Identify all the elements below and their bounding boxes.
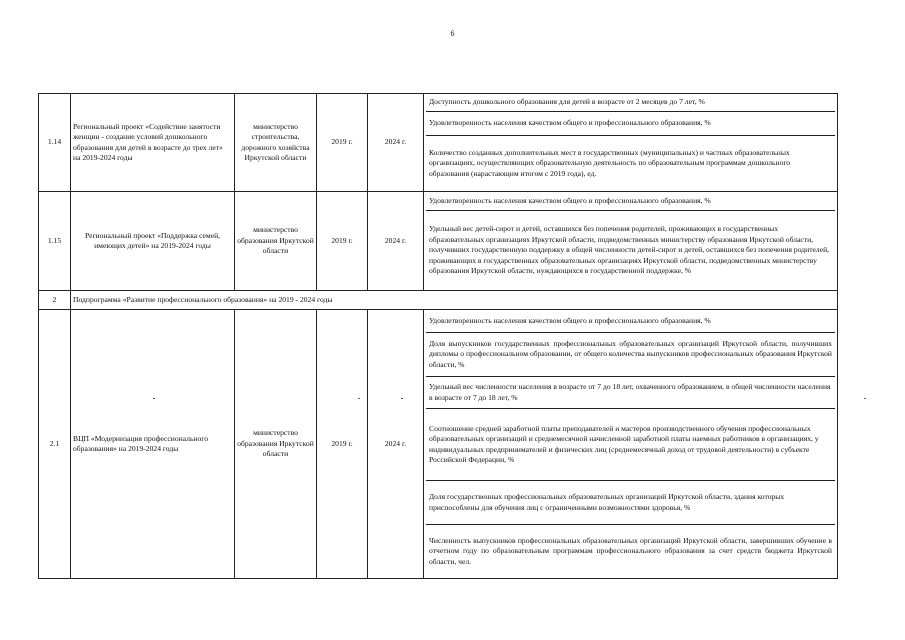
scan-speck (153, 398, 155, 399)
responsible-executor: министерство строительства, дорожного хозяйства Иркутской области (235, 94, 317, 192)
page-number: 6 (450, 29, 455, 38)
subprogram-title: Подпрограмма «Развитие профессионального образования» на 2019 - 2024 годы (71, 291, 838, 310)
start-year: 2019 г. (317, 192, 368, 291)
end-year: 2024 г. (368, 310, 424, 579)
indicator-item: Доступность дошкольного образования для детей в возрасте от 2 месяцев до 7 лет, % (429, 97, 705, 107)
indicator-item: Доля выпускников государственных профессиональных образовательных организаций Иркутской области, получивших дипломы о профессиональном образовании, от общего количества выпускников профессиональных образования Иркутской области, % (426, 332, 835, 376)
indicator-item: Доля государственных профессиональных образовательных организаций Иркутской области, здания которых приспособлены для обучения лиц с ограниченными возможностями здоровья, % (426, 480, 835, 524)
end-year: 2024 г. (368, 94, 424, 192)
scan-speck (864, 398, 866, 399)
program-table (38, 93, 838, 579)
responsible-executor: министерство образования Иркутской области (235, 192, 317, 291)
indicator-item: Удельный вес детей-сирот и детей, оставшихся без попечения родителей, проживающих в государственных образовательных организациях Иркутской области, подведомственных министерству образования Иркутской области, получивших государственную поддержку в общей численности детей-сирот и детей, оставшихся без попечения родителей, проживающих в государственных образовательных организациях Иркутской области, подведомственных министерству образования Иркутской области, нуждающихся в государственной поддержке, % (426, 210, 835, 290)
row-number: 1.15 (39, 192, 71, 291)
table-row (39, 192, 838, 291)
table-row (39, 94, 838, 192)
scan-speck (358, 398, 360, 399)
measure-name: Региональный проект «Содействие занятости женщин - создание условий дошкольного образования для детей в возрасте до трех лет» на 2019-2024 годы (71, 94, 235, 192)
start-year: 2019 г. (317, 310, 368, 579)
indicators-cell (424, 192, 838, 291)
row-number: 2.1 (39, 310, 71, 579)
measure-name: Региональный проект «Поддержка семей, имеющих детей» на 2019-2024 годы (71, 192, 235, 291)
measure-name: ВЦП «Модернизация профессионального образования» на 2019-2024 годы (71, 310, 235, 579)
indicators-cell (424, 310, 838, 579)
row-number: 1.14 (39, 94, 71, 192)
scan-speck (401, 398, 403, 399)
indicator-item: Количество созданных дополнительных мест в государственных (муниципальных) и частных образовательных организациях, осуществляющих образовательную деятельность по образовательным программам дошкольного образования (нарастающим итогом с 2019 года), ед. (426, 135, 835, 191)
indicator-item: Соотношение средней заработной платы преподавателей и мастеров производственного обучения профессиональных образовательных организаций и среднемесячной начисленной заработной платы наемных работников в организациях, у индивидуальных предпринимателей и физических лиц (среднемесячный доход от трудовой деятельности) в субъекте Российской Федерации, % (426, 408, 835, 480)
start-year: 2019 г. (317, 94, 368, 192)
indicator-item: Численность выпускников профессиональных образовательных организаций Иркутской области, завершивших обучение в отчетном году по образовательным программам профессионального образования за счет средств бюджета Иркутской области, чел. (426, 524, 835, 578)
indicator-item: Удовлетворенность населения качеством общего и профессионального образования, % (429, 315, 711, 325)
responsible-executor: министерство образования Иркутской области (235, 310, 317, 579)
subprogram-row (39, 291, 838, 310)
indicators-cell (424, 94, 838, 192)
table-row (39, 310, 838, 579)
indicator-item: Удельный вес численности населения в возрасте от 7 до 18 лет, охваченного образованием, в общей численности населения в возрасте от 7 до 18 лет, % (426, 376, 835, 408)
indicator-item: Удовлетворенность населения качеством общего и профессионального образования, % (426, 111, 835, 135)
indicator-item: Удовлетворенность населения качеством общего и профессионального образования, % (429, 195, 711, 205)
row-number: 2 (39, 291, 71, 310)
end-year: 2024 г. (368, 192, 424, 291)
